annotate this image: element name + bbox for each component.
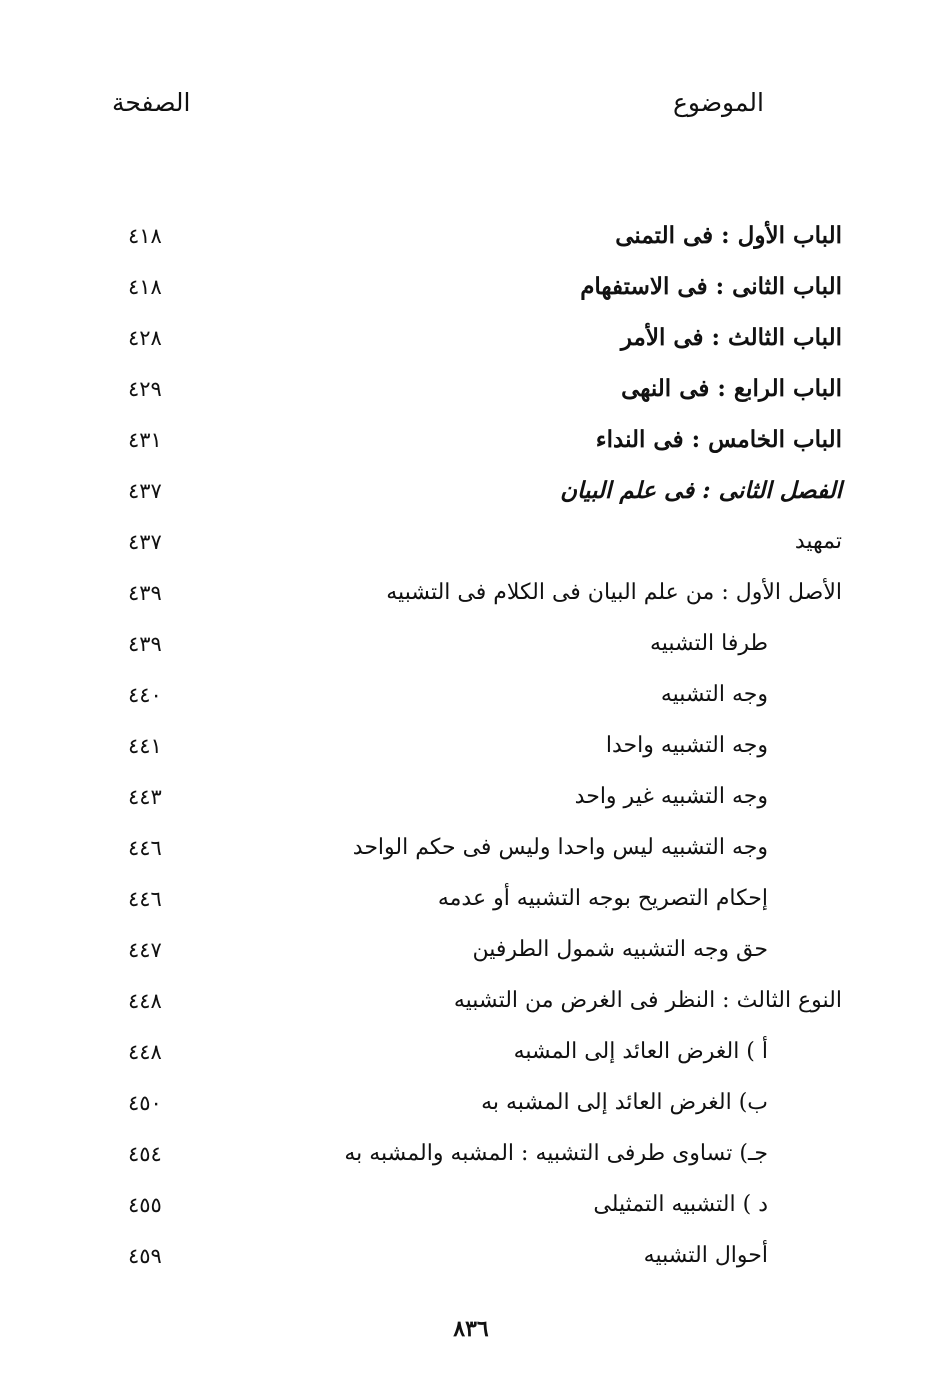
topic-column-header: الموضوع — [673, 88, 764, 117]
toc-entry-title: وجه التشبيه ليس واحدا وليس فى حكم الواحد — [352, 835, 768, 860]
toc-entry-page: ٤٥٥ — [128, 1193, 162, 1217]
toc-entry-page: ٤٥٤ — [128, 1142, 162, 1166]
toc-entry — [0, 318, 942, 358]
toc-entry-page: ٤٤٧ — [128, 938, 162, 962]
toc-entry — [0, 216, 942, 256]
toc-entry — [0, 879, 942, 919]
toc-entry-page: ٤٣٩ — [128, 581, 162, 605]
toc-entry-page: ٤٤٠ — [128, 683, 162, 707]
toc-entry — [0, 624, 942, 664]
toc-entry — [0, 573, 942, 613]
toc-entry — [0, 1032, 942, 1072]
toc-entry — [0, 981, 942, 1021]
toc-entry-page: ٤٣٩ — [128, 632, 162, 656]
toc-entry-title: د ) التشبيه التمثيلى — [593, 1192, 768, 1217]
toc-entry-title: طرفا التشبيه — [649, 631, 768, 656]
toc-entry-title: الباب الثانى : فى الاستفهام — [580, 273, 842, 300]
toc-entry-title: الباب الأول : فى التمنى — [615, 222, 842, 249]
toc-entry-title: وجه التشبيه غير واحد — [574, 784, 768, 809]
toc-entry-page: ٤٣٧ — [128, 479, 162, 503]
toc-entry — [0, 777, 942, 817]
toc-entry — [0, 471, 942, 511]
toc-entry-page: ٤٢٨ — [128, 326, 162, 350]
toc-entry-title: الفصل الثانى : فى علم البيان — [560, 477, 842, 504]
toc-entry — [0, 522, 942, 562]
toc-entry-title: الأصل الأول : من علم البيان فى الكلام فى التشبيه — [386, 580, 842, 605]
toc-entry — [0, 828, 942, 868]
toc-entry-page: ٤٤٨ — [128, 1040, 162, 1064]
toc-entry-title: الباب الرابع : فى النهى — [621, 375, 842, 402]
toc-entry — [0, 675, 942, 715]
toc-entry — [0, 1083, 942, 1123]
toc-entry-title: وجه التشبيه — [660, 682, 768, 707]
toc-entry-page: ٤٣١ — [128, 428, 162, 452]
toc-entry-page: ٤٣٧ — [128, 530, 162, 554]
page-number: ٨٣٦ — [453, 1316, 489, 1342]
toc-entry — [0, 1185, 942, 1225]
toc-entry-page: ٤١٨ — [128, 275, 162, 299]
toc-entry-page: ٤٤٨ — [128, 989, 162, 1013]
toc-entry — [0, 1134, 942, 1174]
toc-entry — [0, 369, 942, 409]
toc-entry-page: ٤٥٠ — [128, 1091, 162, 1115]
toc-entry-page: ٤٢٩ — [128, 377, 162, 401]
toc-entry-title: أ ) الغرض العائد إلى المشبه — [513, 1039, 768, 1064]
toc-entry — [0, 420, 942, 460]
toc-entry-title: أحوال التشبيه — [643, 1243, 768, 1268]
page-column-header: الصفحة — [112, 88, 191, 117]
toc-entry-page: ٤٤٦ — [128, 836, 162, 860]
toc-entry-page: ٤٤١ — [128, 734, 162, 758]
toc-entry-title: ب) الغرض العائد إلى المشبه به — [481, 1090, 768, 1115]
toc-entry-title: إحكام التصريح بوجه التشبيه أو عدمه — [437, 886, 768, 911]
toc-entry-title: النوع الثالث : النظر فى الغرض من التشبيه — [453, 988, 842, 1013]
toc-entry — [0, 726, 942, 766]
toc-entry-page: ٤٥٩ — [128, 1244, 162, 1268]
toc-entry — [0, 267, 942, 307]
toc-entry-title: وجه التشبيه واحدا — [605, 733, 768, 758]
toc-entry-title: الباب الخامس : فى النداء — [595, 426, 842, 453]
toc-entry-page: ٤١٨ — [128, 224, 162, 248]
toc-entry-page: ٤٤٣ — [128, 785, 162, 809]
toc-entry-title: حق وجه التشبيه شمول الطرفين — [472, 937, 768, 962]
toc-entry-title: الباب الثالث : فى الأمر — [620, 324, 842, 351]
toc-entry-title: تمهيد — [794, 529, 842, 554]
toc-entry-title: جـ) تساوى طرفى التشبيه : المشبه والمشبه به — [344, 1141, 768, 1166]
toc-entry — [0, 930, 942, 970]
toc-entry — [0, 1236, 942, 1276]
toc-entry-page: ٤٤٦ — [128, 887, 162, 911]
